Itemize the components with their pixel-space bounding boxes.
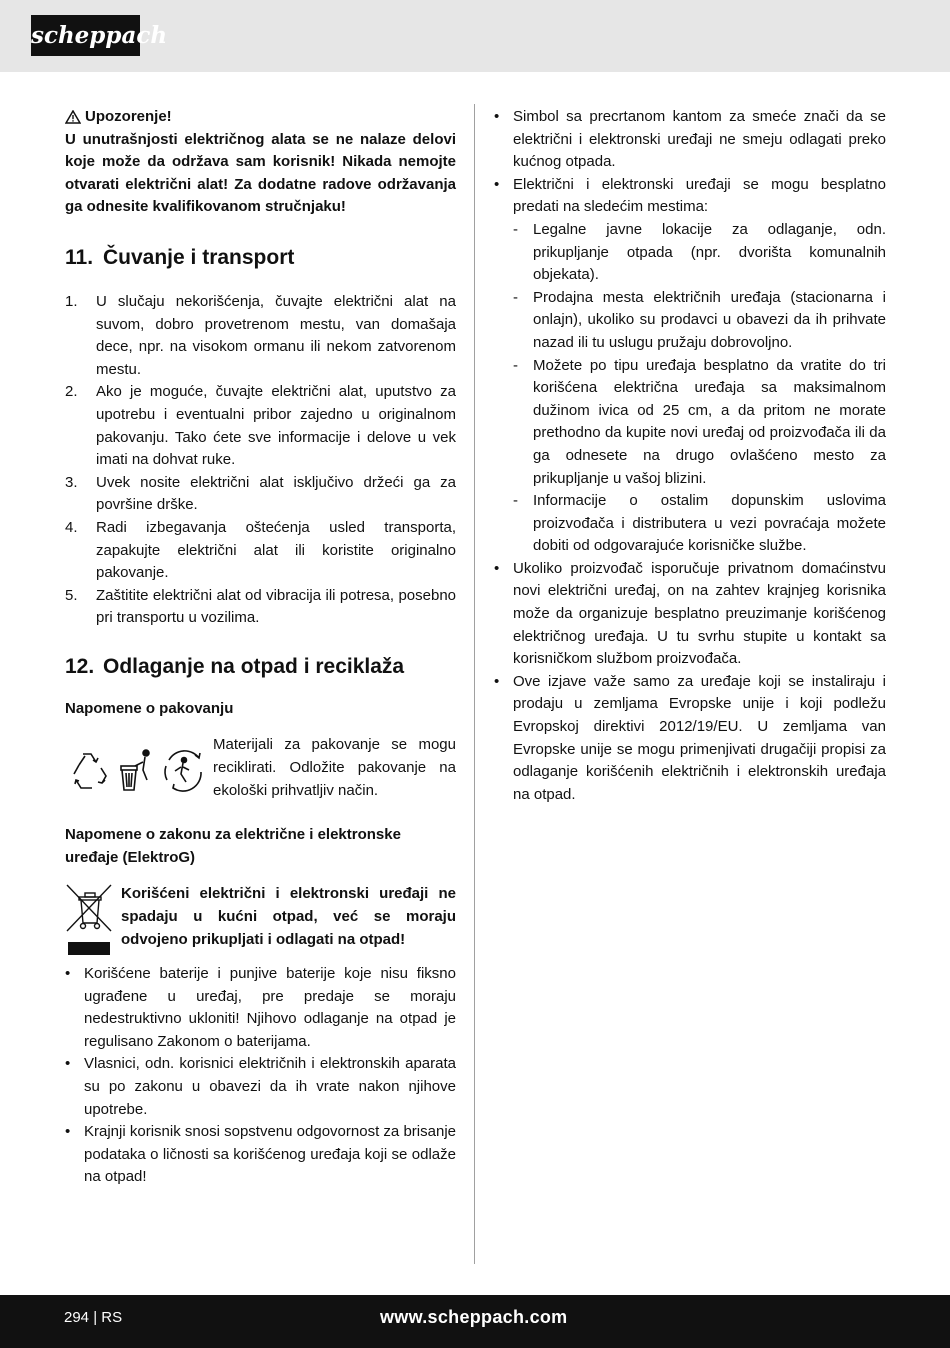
list-item: 5. Zaštitite električni alat od vibracija ili potresa, posebno pri transportu u vozilima. xyxy=(65,586,456,627)
list-item: - Prodajna mesta električnih uređaja (stacionarna i onlajn), ukoliko su prodavci u obavezi da ih prihvate nazad ili tu uslugu pružaju dobrovoljno. xyxy=(513,288,886,351)
warning-block xyxy=(65,106,456,219)
crossed-out-bin-icon xyxy=(65,883,115,955)
section-12-title: Odlaganje na otpad i reciklaža xyxy=(103,654,405,678)
right-column xyxy=(494,106,886,806)
footer-band xyxy=(0,1295,950,1348)
section-12-heading xyxy=(65,654,456,680)
recycling-person-icon xyxy=(159,746,207,794)
packaging-icons xyxy=(65,734,213,802)
page-number: 294 | RS xyxy=(64,1309,123,1326)
header-band xyxy=(0,0,950,72)
recycle-icon xyxy=(65,746,113,794)
list-item: - Možete po tipu uređaja besplatno da vratite do tri korišćena električna uređaja sa maksimalnom dužinom ivica od 25 cm, a da pritom ne morate prethodno da kupite novi uređaj od proizvođača ili da ga odnesete na drugo ovlašćeno mesto za prikupljanje u vašoj blizini. xyxy=(513,356,886,487)
packaging-text: Materijali za pakovanje se mogu reciklirati. Odložite pakovanje na ekološki prihvatljiv način. xyxy=(213,736,456,799)
collection-points-list xyxy=(513,219,886,558)
column-divider xyxy=(474,104,475,1264)
list-item: 4. Radi izbegavanja oštećenja usled transporta, zapakujte električni alat ili koristite originalno pakovanje. xyxy=(65,518,456,582)
list-item: • Ove izjave važe samo za uređaje koji se instaliraju i prodaju u zemljama Evropske unije i koji podležu Evropskoj direktivi 2012/19/EU. U zemljama van Evropske unije se mogu primenjivati drugačiji propisi za odlaganje korišćenih električnih i elektronskih uređaja na otpad. xyxy=(494,672,886,803)
trash-bin-person-icon xyxy=(117,746,155,794)
list-item: 2. Ako je moguće, čuvajte električni alat, uputstvo za upotrebu i eventualni pribor zajedno u originalnom pakovanju. Tako ćete sve informacije i delove u vek imati na dohvat ruke. xyxy=(65,383,456,469)
section-12-number: 12. xyxy=(65,654,95,678)
section-11-number: 11. xyxy=(65,245,94,269)
warning-text: U unutrašnjosti električnog alata se ne nalaze delovi koje može da održava sam korisnik! Nikada nemojte otvarati električni alat! Za dodatne radove održavanja ga odnesite kvalifikovanom stručnjaku! xyxy=(65,130,456,216)
list-item: - Legalne javne lokacije za odlaganje, odn. prikupljanje otpada (npr. dvorišta komunalnih objekata). xyxy=(513,220,886,284)
storage-list xyxy=(65,291,456,630)
weee-notice xyxy=(65,883,456,963)
disposal-bullets xyxy=(494,106,886,806)
list-item: 3. Uvek nosite električni alat isključivo držeći ga za površine drške. xyxy=(65,473,456,514)
list-item: - Informacije o ostalim dopunskim uslovima proizvođača i distributera u vezi povraćaja možete dobiti od odgovarajuće korisničke službe. xyxy=(513,492,886,555)
battery-bullets xyxy=(65,963,456,1189)
elektrog-heading: Napomene o zakonu za električne i elektronske uređaje (ElektroG) xyxy=(65,826,401,866)
website-link[interactable]: www.scheppach.com xyxy=(380,1307,568,1327)
packaging-notice xyxy=(65,734,456,802)
list-item: 1. U slučaju nekorišćenja, čuvajte električni alat na suvom, dobro provetrenom mestu, van domašaja dece, npr. na visokom ormanu ili nekom zatvorenom mestu. xyxy=(65,292,456,378)
section-11-title: Čuvanje i transport xyxy=(103,245,295,269)
weee-symbol xyxy=(65,883,121,963)
list-item: • Simbol sa precrtanom kantom za smeće znači da se električni i elektronski uređaji ne smeju odlagati preko kućnog otpada. xyxy=(494,108,886,171)
list-item: • Krajnji korisnik snosi sopstvenu odgovornost za brisanje podataka o ličnosti sa korišćenog uređaja koji se odlaže na otpad! xyxy=(65,1123,456,1186)
list-item: • Električni i elektronski uređaji se mogu besplatno predati na sledećim mestima: - Legalne javne lokacije za odlaganje, odn. prikupljanje otpada (npr. dvorišta komunalnih objekata). - Prodajna mesta električnih uređaja (stacionarna i onlajn), ukoliko su prodavci u obavezi da ih prihvate nazad ili tu uslugu pružaju dobrovoljno. - Možete po tipu uređaja besplatno da vratite do tri korišćena električna uređaja sa maksimalnom dužinom ivica od 25 cm, a da pritom ne morate prethodno da kupite novi uređaj od proizvođača ili da ga odnesete na drugo ovlašćeno mesto za prikupljanje u vašoj blizini. - Informacije o ostalim dopunskim uslovima proizvođača i distributera u vezi povraćaja možete dobiti od odgovarajuće korisničke službe. xyxy=(494,174,886,558)
list-item: • Vlasnici, odn. korisnici električnih i elektronskih aparata su po zakonu u obavezi da ih vrate nakon njihove upotrebe. xyxy=(65,1055,456,1118)
section-11-heading xyxy=(65,245,456,271)
weee-text: Korišćeni električni i elektronski uređaji ne spadaju u kućni otpad, već se moraju odvojeno prikupljati i odlagati na otpad! xyxy=(121,885,456,948)
warning-icon xyxy=(65,110,81,124)
list-item: • Ukoliko proizvođač isporučuje privatnom domaćinstvu novi električni uređaj, on na zahtev krajnjeg korisnika može da organizuje besplatno preuzimanje korišćenog električnog uređaja. U tu svrhu stupite u kontakt sa korisničkom službom proizvođača. xyxy=(494,559,886,668)
left-column xyxy=(65,106,456,1189)
warning-title: Upozorenje! xyxy=(85,108,172,125)
list-item: • Korišćene baterije i punjive baterije koje nisu fiksno ugrađene u uređaj, pre predaje se moraju nedestruktivno ukloniti! Njihovo odlaganje na otpad je regulisano Zakonom o baterijama. xyxy=(65,965,456,1050)
scheppach-logo: scheppach xyxy=(31,15,140,56)
packaging-heading: Napomene o pakovanju xyxy=(65,699,234,717)
